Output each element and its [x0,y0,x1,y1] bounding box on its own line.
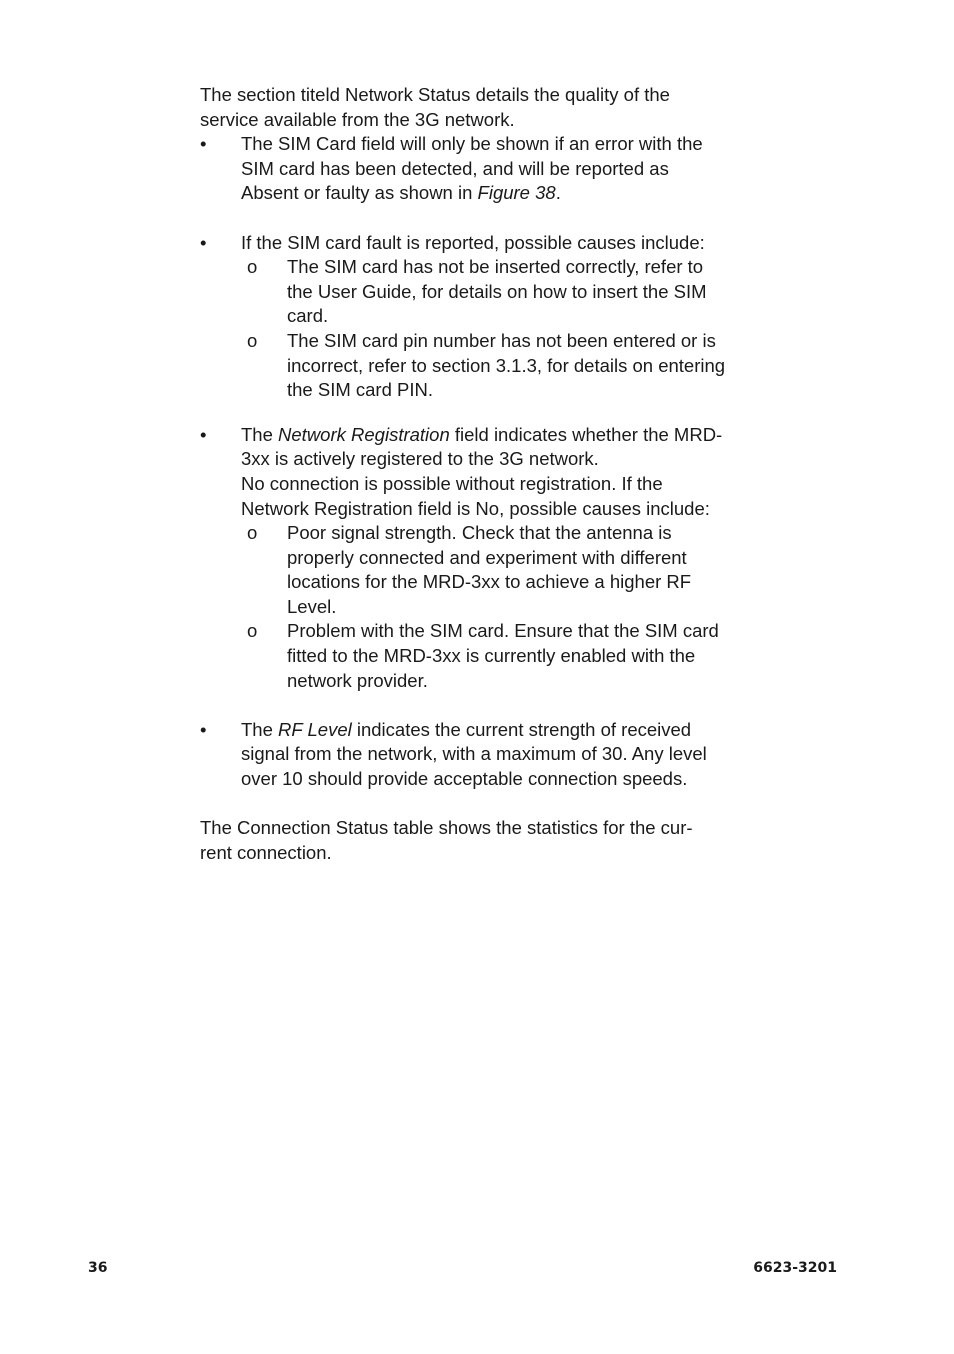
bullet-sim-fault-causes [200,231,730,403]
spacer [200,792,730,817]
sub-item-sim-pin [241,329,730,403]
network-registration-term: Network Registration [278,423,450,445]
sub-item-text: The SIM card has not be inserted correctly, refer to the User Guide, for details on how to insert the SIM card. [287,256,707,327]
spacer [200,403,730,423]
sub-item-poor-signal [241,521,730,619]
document-number: 6623-3201 [753,1260,837,1276]
bullet-text-cont: indicates the current strength of received signal from the network, with a maximum of 30. Any level over 10 should provide acceptable connection speeds. [241,718,707,790]
closing-line-1: The Connection Status table shows the statistics for the cur- [200,817,693,839]
bullet-text: The SIM Card field will only be shown if an error with the SIM card has been detected, and will be reported as Absent or faulty as shown in [241,133,703,204]
bullet-rf-level [200,718,730,792]
sub-marker: o [247,256,258,278]
sub-marker: o [247,522,258,544]
bullet-sim-card-field [200,132,730,206]
bullet-marker: • [200,423,207,445]
sub-item-text: Poor signal strength. Check that the antenna is properly connected and experiment with different locations for the MRD-3xx to achieve a higher RF Level. [287,522,692,617]
bullet-text: The [241,423,279,445]
rf-level-term: RF Level [278,718,352,740]
bullet-marker: • [200,133,207,155]
closing-paragraph [200,816,730,865]
closing-line-2: rent connection. [200,841,332,863]
sub-item-text: Problem with the SIM card. Ensure that the SIM card fitted to the MRD-3xx is currently enabled with the network provider. [287,620,719,691]
document-body [200,83,730,865]
intro-text: The section titeld Network Status details the quality of the service available from the 3G network. [200,84,670,130]
sub-marker: o [247,329,258,351]
intro-paragraph [200,83,730,132]
figure-reference: Figure 38 [477,182,556,204]
bullet-text: If the SIM card fault is reported, possible causes include: [241,231,705,253]
sub-marker: o [247,620,258,642]
bullet-network-registration [200,423,730,694]
sub-item-sim-problem [241,619,730,693]
page-number: 36 [88,1260,108,1276]
bullet-text-second: No connection is possible without registration. If the Network Registration field is No, possible causes include: [241,472,710,519]
bullet-marker: • [200,231,207,253]
sub-item-sim-not-inserted [241,255,730,329]
bullet-text-end: . [555,182,561,204]
bullet-marker: • [200,718,207,740]
spacer [200,693,730,718]
sub-item-text: The SIM card pin number has not been entered or is incorrect, refer to section 3.1.3, for details on entering the SIM card PIN. [287,329,726,401]
spacer [200,206,730,231]
bullet-text: The [241,718,279,740]
bullet-text-cont: field indicates whether the MRD-3xx is actively registered to the 3G network. [241,423,723,470]
